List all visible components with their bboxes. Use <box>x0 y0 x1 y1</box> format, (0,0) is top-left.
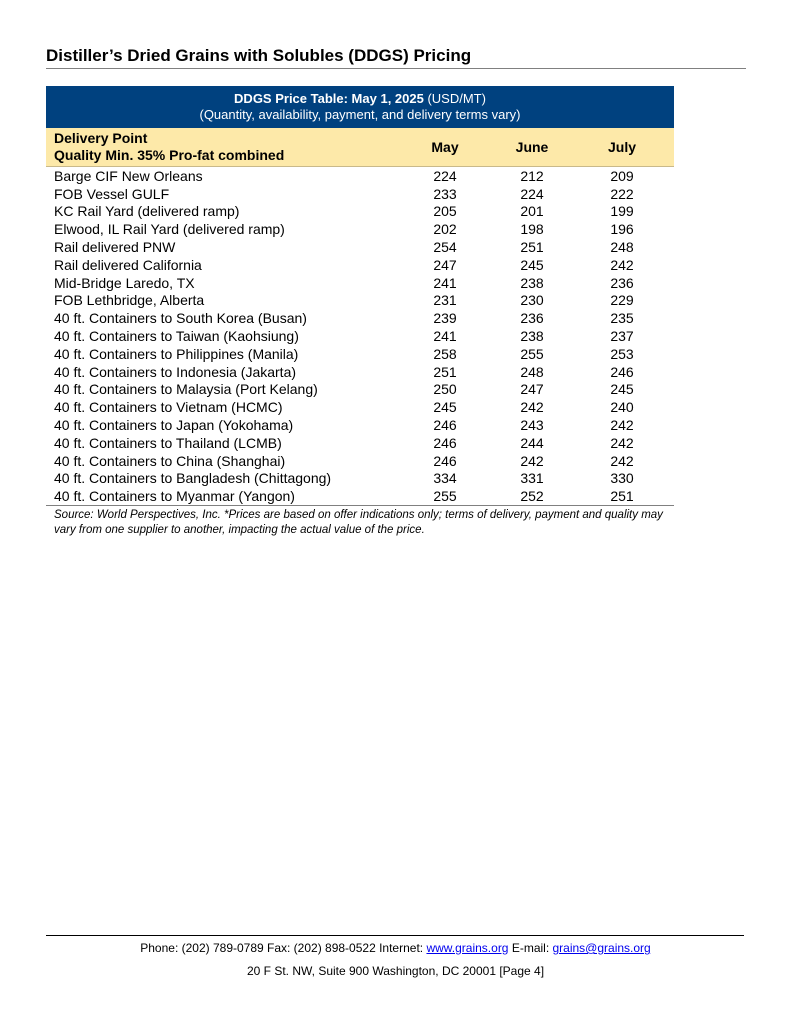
table-row <box>46 327 674 345</box>
column-header-delivery-line2: Quality Min. 35% Pro-fat combined <box>54 147 285 163</box>
footer-contact-line <box>0 941 791 955</box>
may-price-cell: 258 <box>433 345 457 362</box>
title-divider <box>46 68 746 69</box>
table-row <box>46 203 674 221</box>
july-price-cell: 242 <box>610 452 634 469</box>
june-price-cell: 252 <box>520 488 544 505</box>
june-price-cell: 248 <box>520 363 544 380</box>
june-price-cell: 247 <box>520 381 544 398</box>
delivery-point-cell: 40 ft. Containers to Vietnam (HCMC) <box>54 399 283 416</box>
footer-email-label: E-mail: <box>508 941 553 955</box>
july-price-cell: 196 <box>610 221 634 238</box>
july-price-cell: 245 <box>610 381 634 398</box>
delivery-point-cell: 40 ft. Containers to Myanmar (Yangon) <box>54 488 295 505</box>
july-price-cell: 237 <box>610 328 634 345</box>
july-price-cell: 251 <box>610 488 634 505</box>
table-source-note: Source: World Perspectives, Inc. *Prices are based on offer indications only; terms of delivery, payment and quality may vary from one supplier to another, impacting the actual value of the price. <box>54 509 663 537</box>
may-price-cell: 246 <box>433 417 457 434</box>
may-price-cell: 245 <box>433 399 457 416</box>
delivery-point-cell: FOB Vessel GULF <box>54 185 170 202</box>
table-row <box>46 292 674 310</box>
table-row <box>46 274 674 292</box>
june-price-cell: 244 <box>520 434 544 451</box>
delivery-point-cell: Rail delivered California <box>54 256 202 273</box>
table-title <box>46 91 674 107</box>
column-header-june: June <box>515 139 549 155</box>
may-price-cell: 246 <box>433 452 457 469</box>
july-price-cell: 242 <box>610 434 634 451</box>
july-price-cell: 236 <box>610 274 634 291</box>
table-row <box>46 185 674 203</box>
delivery-point-cell: 40 ft. Containers to Thailand (LCMB) <box>54 434 282 451</box>
table-header-banner <box>46 86 674 128</box>
may-price-cell: 233 <box>433 185 457 202</box>
delivery-point-cell: 40 ft. Containers to South Korea (Busan) <box>54 310 307 327</box>
july-price-cell: 242 <box>610 417 634 434</box>
may-price-cell: 246 <box>433 434 457 451</box>
delivery-point-cell: Barge CIF New Orleans <box>54 167 203 184</box>
delivery-point-cell: Rail delivered PNW <box>54 239 176 256</box>
july-price-cell: 240 <box>610 399 634 416</box>
july-price-cell: 235 <box>610 310 634 327</box>
column-header-may: May <box>431 139 459 155</box>
delivery-point-cell: Elwood, IL Rail Yard (delivered ramp) <box>54 221 285 238</box>
page-title: Distiller’s Dried Grains with Solubles (DDGS) Pricing <box>46 46 472 65</box>
may-price-cell: 255 <box>433 488 457 505</box>
june-price-cell: 236 <box>520 310 544 327</box>
may-price-cell: 247 <box>433 256 457 273</box>
may-price-cell: 251 <box>433 363 457 380</box>
table-body <box>46 167 674 506</box>
delivery-point-cell: 40 ft. Containers to Japan (Yokohama) <box>54 417 294 434</box>
june-price-cell: 331 <box>520 470 544 487</box>
table-row <box>46 452 674 470</box>
delivery-point-cell: KC Rail Yard (delivered ramp) <box>54 203 240 220</box>
june-price-cell: 255 <box>520 345 544 362</box>
may-price-cell: 241 <box>433 274 457 291</box>
delivery-point-cell: 40 ft. Containers to Bangladesh (Chittagong) <box>54 470 332 487</box>
may-price-cell: 250 <box>433 381 457 398</box>
june-price-cell: 243 <box>520 417 544 434</box>
july-price-cell: 246 <box>610 363 634 380</box>
june-price-cell: 238 <box>520 274 544 291</box>
june-price-cell: 201 <box>520 203 544 220</box>
july-price-cell: 248 <box>610 239 634 256</box>
table-row <box>46 381 674 399</box>
may-price-cell: 334 <box>433 470 457 487</box>
june-price-cell: 224 <box>520 185 544 202</box>
table-row <box>46 256 674 274</box>
table-title-units: (USD/MT) <box>423 91 486 106</box>
june-price-cell: 242 <box>520 399 544 416</box>
column-header-july: July <box>607 139 636 155</box>
footer-address: 20 F St. NW, Suite 900 Washington, DC 20001 [Page 4] <box>246 964 545 978</box>
table-row <box>46 309 674 327</box>
may-price-cell: 205 <box>433 203 457 220</box>
may-price-cell: 224 <box>433 167 457 184</box>
may-price-cell: 254 <box>433 239 457 256</box>
june-price-cell: 242 <box>520 452 544 469</box>
may-price-cell: 202 <box>433 221 457 238</box>
june-price-cell: 212 <box>520 167 544 184</box>
table-row <box>46 345 674 363</box>
table-row <box>46 220 674 238</box>
june-price-cell: 198 <box>520 221 544 238</box>
footer-phone-fax: Phone: (202) 789-0789 Fax: (202) 898-0522 Internet: <box>140 941 427 955</box>
column-header-delivery-point <box>46 130 400 164</box>
table-row <box>46 434 674 452</box>
table-row <box>46 363 674 381</box>
july-price-cell: 222 <box>610 185 634 202</box>
delivery-point-cell: 40 ft. Containers to China (Shanghai) <box>54 452 286 469</box>
july-price-cell: 209 <box>610 167 634 184</box>
footer-website-link[interactable]: www.grains.org <box>426 941 509 955</box>
table-row <box>46 487 674 505</box>
july-price-cell: 330 <box>610 470 634 487</box>
table-row <box>46 416 674 434</box>
table-title-bold: DDGS Price Table: May 1, 2025 <box>234 91 424 106</box>
table-subtitle: (Quantity, availability, payment, and delivery terms vary) <box>199 107 521 122</box>
table-row <box>46 470 674 488</box>
delivery-point-cell: 40 ft. Containers to Malaysia (Port Kelang) <box>54 381 318 398</box>
july-price-cell: 229 <box>610 292 634 309</box>
column-header-delivery-line1: Delivery Point <box>54 130 148 146</box>
delivery-point-cell: FOB Lethbridge, Alberta <box>54 292 205 309</box>
june-price-cell: 245 <box>520 256 544 273</box>
delivery-point-cell: 40 ft. Containers to Taiwan (Kaohsiung) <box>54 328 299 345</box>
footer-email-link[interactable]: grains@grains.org <box>552 941 651 955</box>
table-row <box>46 238 674 256</box>
delivery-point-cell: 40 ft. Containers to Philippines (Manila) <box>54 345 299 362</box>
ddgs-price-table <box>46 86 674 538</box>
may-price-cell: 241 <box>433 328 457 345</box>
june-price-cell: 230 <box>520 292 544 309</box>
delivery-point-cell: 40 ft. Containers to Indonesia (Jakarta) <box>54 363 297 380</box>
column-header-row <box>46 128 674 167</box>
table-row <box>46 167 674 185</box>
delivery-point-cell: Mid-Bridge Laredo, TX <box>54 274 195 291</box>
june-price-cell: 238 <box>520 328 544 345</box>
may-price-cell: 231 <box>433 292 457 309</box>
july-price-cell: 242 <box>610 256 634 273</box>
table-row <box>46 398 674 416</box>
footer-divider <box>46 935 744 936</box>
june-price-cell: 251 <box>520 239 544 256</box>
july-price-cell: 253 <box>610 345 634 362</box>
july-price-cell: 199 <box>610 203 634 220</box>
may-price-cell: 239 <box>433 310 457 327</box>
